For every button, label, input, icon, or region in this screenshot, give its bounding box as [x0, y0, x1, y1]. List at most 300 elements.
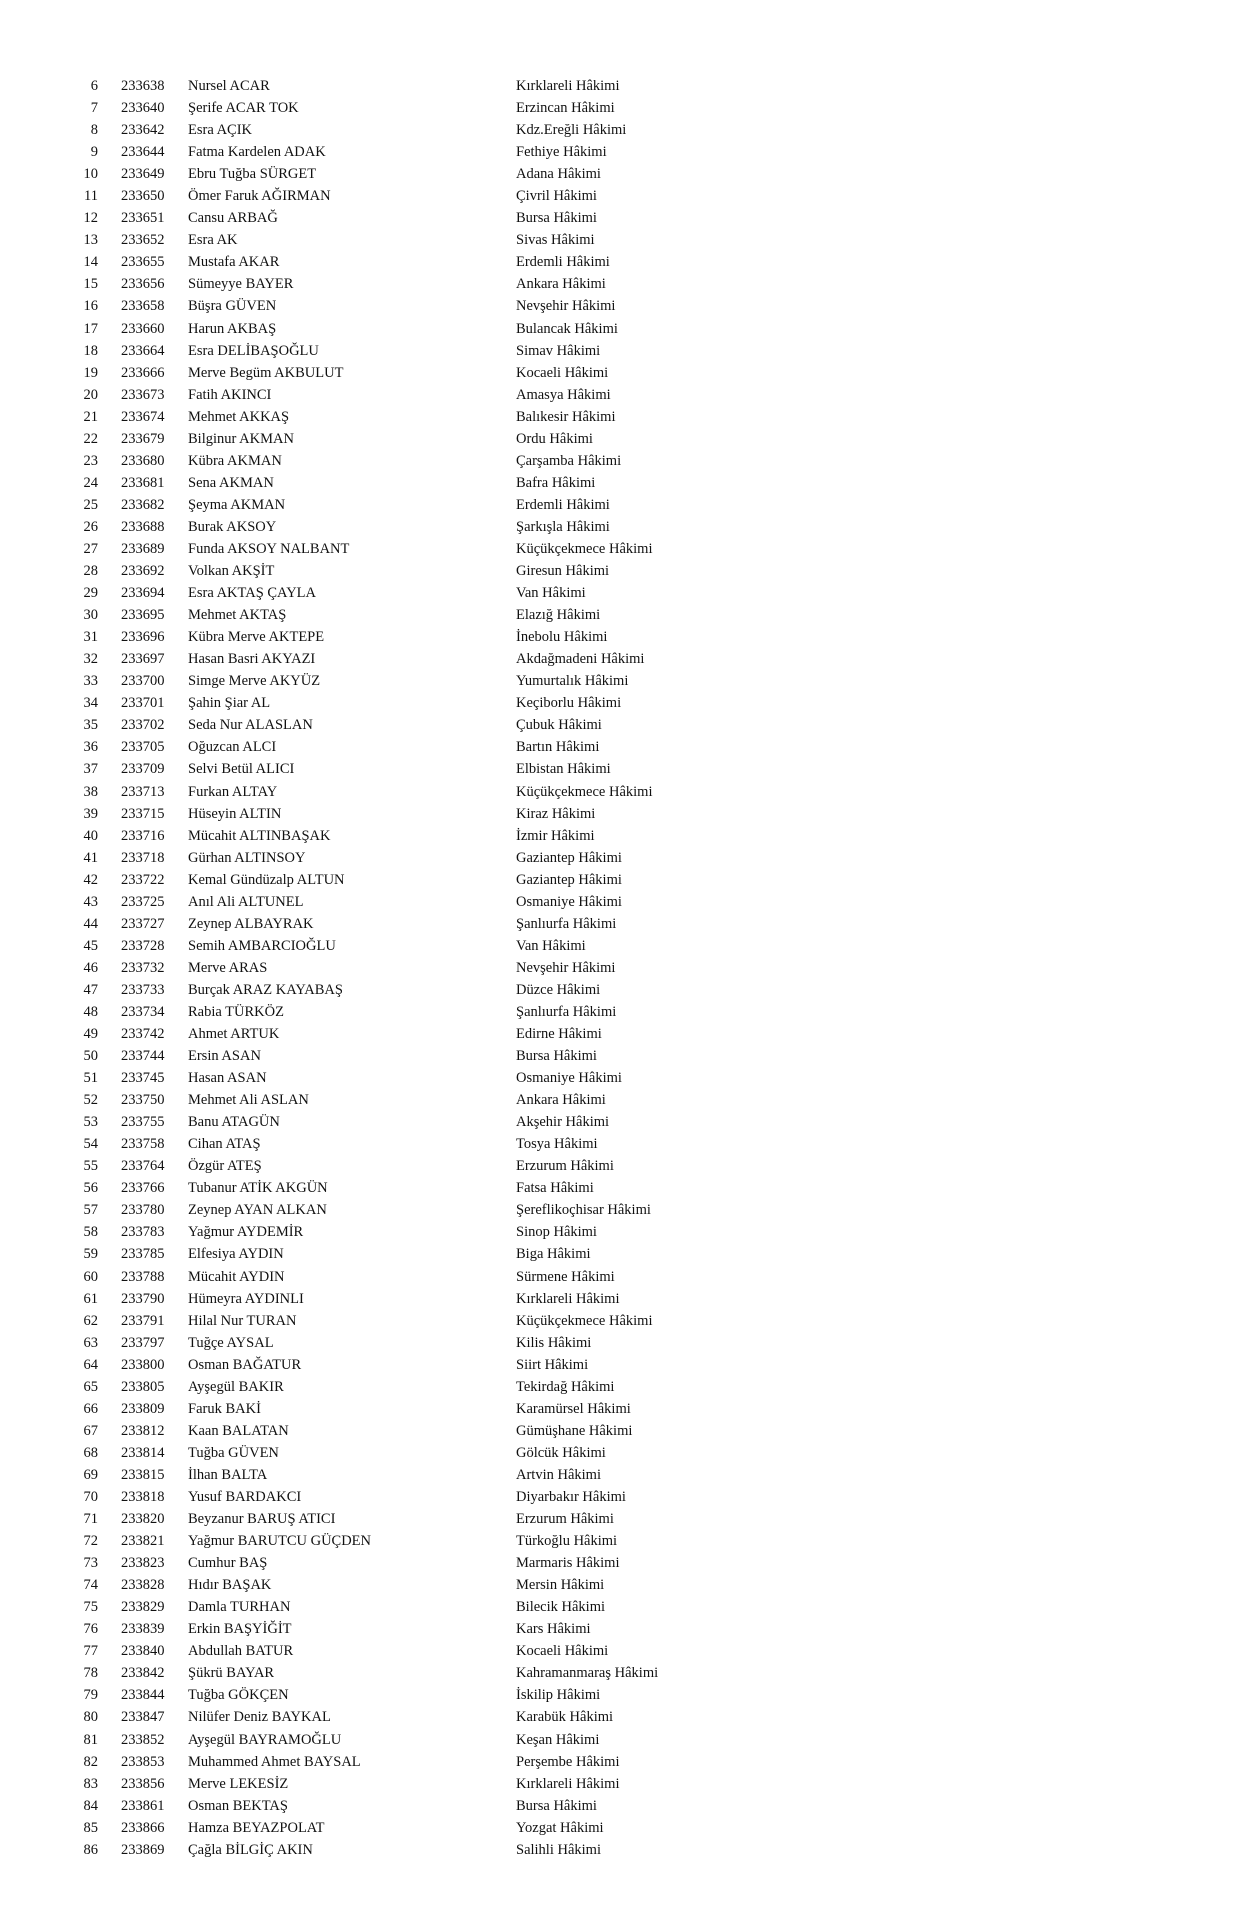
court-assignment: Nevşehir Hâkimi — [516, 298, 616, 315]
person-name: Sümeyye BAYER — [188, 276, 294, 293]
list-item — [0, 1640, 1252, 1662]
court-assignment: Adana Hâkimi — [516, 166, 601, 183]
row-number: 17 — [83, 320, 98, 337]
row-number: 78 — [83, 1665, 98, 1682]
person-name: Yağmur BARUTCU GÜÇDEN — [188, 1533, 372, 1550]
row-number: 21 — [83, 408, 98, 425]
list-item — [0, 1045, 1252, 1067]
list-item — [0, 141, 1252, 163]
row-number: 45 — [83, 937, 98, 954]
row-number: 41 — [83, 849, 98, 866]
registry-number: 233679 — [121, 430, 165, 447]
registry-number: 233785 — [121, 1246, 165, 1263]
person-name: Sena AKMAN — [188, 474, 274, 491]
row-number: 71 — [83, 1511, 98, 1528]
person-name: Esra AK — [188, 232, 238, 249]
court-assignment: Şanlıurfa Hâkimi — [516, 1003, 617, 1020]
list-item — [0, 1552, 1252, 1574]
row-number: 8 — [90, 122, 98, 139]
court-assignment: Balıkesir Hâkimi — [516, 408, 616, 425]
appointment-list — [0, 75, 1252, 1861]
list-item — [0, 1574, 1252, 1596]
list-item — [0, 1177, 1252, 1199]
row-number: 47 — [83, 981, 98, 998]
list-item — [0, 1332, 1252, 1354]
person-name: Esra AÇIK — [188, 122, 253, 139]
list-item — [0, 119, 1252, 141]
row-number: 56 — [83, 1180, 98, 1197]
row-number: 51 — [83, 1070, 98, 1087]
registry-number: 233829 — [121, 1599, 165, 1616]
registry-number: 233866 — [121, 1819, 165, 1836]
registry-number: 233853 — [121, 1753, 165, 1770]
court-assignment: Kırklareli Hâkimi — [516, 1290, 620, 1307]
registry-number: 233649 — [121, 166, 165, 183]
row-number: 61 — [83, 1290, 98, 1307]
list-item — [0, 1729, 1252, 1751]
person-name: Mücahit ALTINBAŞAK — [188, 827, 331, 844]
list-item — [0, 207, 1252, 229]
registry-number: 233734 — [121, 1003, 165, 1020]
person-name: Mehmet Ali ASLAN — [188, 1092, 309, 1109]
registry-number: 233695 — [121, 607, 165, 624]
person-name: Rabia TÜRKÖZ — [188, 1003, 284, 1020]
list-item — [0, 1486, 1252, 1508]
registry-number: 233680 — [121, 452, 165, 469]
registry-number: 233847 — [121, 1709, 165, 1726]
person-name: Mehmet AKKAŞ — [188, 408, 290, 425]
list-item — [0, 1442, 1252, 1464]
list-item — [0, 604, 1252, 626]
court-assignment: Çarşamba Hâkimi — [516, 452, 622, 469]
court-assignment: Osmaniye Hâkimi — [516, 893, 622, 910]
registry-number: 233797 — [121, 1334, 165, 1351]
court-assignment: Mersin Hâkimi — [516, 1577, 605, 1594]
list-item — [0, 1376, 1252, 1398]
registry-number: 233852 — [121, 1731, 165, 1748]
list-item — [0, 1243, 1252, 1265]
court-assignment: Bartın Hâkimi — [516, 739, 600, 756]
registry-number: 233755 — [121, 1114, 165, 1131]
court-assignment: Erzurum Hâkimi — [516, 1511, 614, 1528]
row-number: 34 — [83, 695, 98, 712]
registry-number: 233780 — [121, 1202, 165, 1219]
row-number: 57 — [83, 1202, 98, 1219]
list-item — [0, 692, 1252, 714]
row-number: 40 — [83, 827, 98, 844]
row-number: 53 — [83, 1114, 98, 1131]
registry-number: 233733 — [121, 981, 165, 998]
registry-number: 233650 — [121, 188, 165, 205]
row-number: 65 — [83, 1378, 98, 1395]
registry-number: 233713 — [121, 783, 165, 800]
court-assignment: Osmaniye Hâkimi — [516, 1070, 622, 1087]
row-number: 18 — [83, 342, 98, 359]
row-number: 46 — [83, 959, 98, 976]
row-number: 64 — [83, 1356, 98, 1373]
court-assignment: Karamürsel Hâkimi — [516, 1400, 631, 1417]
row-number: 30 — [83, 607, 98, 624]
court-assignment: Düzce Hâkimi — [516, 981, 601, 998]
list-item — [0, 714, 1252, 736]
court-assignment: Yozgat Hâkimi — [516, 1819, 604, 1836]
person-name: Büşra GÜVEN — [188, 298, 277, 315]
person-name: Tuğba GÜVEN — [188, 1444, 279, 1461]
row-number: 48 — [83, 1003, 98, 1020]
registry-number: 233694 — [121, 585, 165, 602]
person-name: Çağla BİLGİÇ AKIN — [188, 1841, 313, 1858]
row-number: 52 — [83, 1092, 98, 1109]
court-assignment: Akşehir Hâkimi — [516, 1114, 610, 1131]
row-number: 67 — [83, 1422, 98, 1439]
row-number: 39 — [83, 805, 98, 822]
person-name: Mehmet AKTAŞ — [188, 607, 287, 624]
list-item — [0, 295, 1252, 317]
list-item — [0, 273, 1252, 295]
list-item — [0, 781, 1252, 803]
person-name: Merve ARAS — [188, 959, 268, 976]
registry-number: 233805 — [121, 1378, 165, 1395]
row-number: 83 — [83, 1775, 98, 1792]
list-item — [0, 1199, 1252, 1221]
registry-number: 233697 — [121, 651, 165, 668]
person-name: İlhan BALTA — [188, 1466, 268, 1483]
person-name: Osman BAĞATUR — [188, 1356, 302, 1373]
court-assignment: Gaziantep Hâkimi — [516, 871, 622, 888]
court-assignment: İzmir Hâkimi — [516, 827, 595, 844]
person-name: Simge Merve AKYÜZ — [188, 673, 321, 690]
row-number: 29 — [83, 585, 98, 602]
row-number: 35 — [83, 717, 98, 734]
row-number: 16 — [83, 298, 98, 315]
court-assignment: Van Hâkimi — [516, 585, 586, 602]
registry-number: 233744 — [121, 1048, 165, 1065]
person-name: Hümeyra AYDINLI — [188, 1290, 304, 1307]
list-item — [0, 362, 1252, 384]
registry-number: 233658 — [121, 298, 165, 315]
court-assignment: Diyarbakır Hâkimi — [516, 1489, 626, 1505]
court-assignment: Biga Hâkimi — [516, 1246, 591, 1263]
registry-number: 233869 — [121, 1841, 165, 1858]
list-item — [0, 803, 1252, 825]
list-item — [0, 75, 1252, 97]
court-assignment: Sivas Hâkimi — [516, 232, 595, 249]
person-name: Kübra AKMAN — [188, 452, 282, 469]
court-assignment: Bulancak Hâkimi — [516, 320, 618, 337]
registry-number: 233705 — [121, 739, 165, 756]
person-name: Hilal Nur TURAN — [188, 1312, 297, 1329]
person-name: Kübra Merve AKTEPE — [188, 629, 325, 646]
person-name: Ersin ASAN — [188, 1048, 261, 1065]
row-number: 27 — [83, 540, 98, 557]
row-number: 31 — [83, 629, 98, 646]
person-name: Şerife ACAR TOK — [188, 100, 299, 117]
registry-number: 233842 — [121, 1665, 165, 1682]
court-assignment: Fethiye Hâkimi — [516, 144, 607, 161]
person-name: Şükrü BAYAR — [188, 1665, 275, 1682]
row-number: 81 — [83, 1731, 98, 1748]
person-name: Tuğçe AYSAL — [188, 1334, 274, 1351]
list-item — [0, 957, 1252, 979]
row-number: 80 — [83, 1709, 98, 1726]
court-assignment: Kocaeli Hâkimi — [516, 364, 609, 381]
person-name: Mücahit AYDIN — [188, 1268, 285, 1285]
registry-number: 233716 — [121, 827, 165, 844]
person-name: Beyzanur BARUŞ ATICI — [188, 1511, 336, 1528]
person-name: Volkan AKŞİT — [188, 563, 275, 580]
registry-number: 233664 — [121, 342, 165, 359]
person-name: Fatma Kardelen ADAK — [188, 144, 326, 161]
court-assignment: Bursa Hâkimi — [516, 1797, 597, 1814]
registry-number: 233692 — [121, 563, 165, 580]
court-assignment: Şarkışla Hâkimi — [516, 518, 610, 535]
court-assignment: Elbistan Hâkimi — [516, 761, 611, 778]
court-assignment: Edirne Hâkimi — [516, 1026, 602, 1043]
list-item — [0, 560, 1252, 582]
list-item — [0, 825, 1252, 847]
court-assignment: Akdağmadeni Hâkimi — [516, 651, 645, 668]
row-number: 49 — [83, 1026, 98, 1043]
court-assignment: Salihli Hâkimi — [516, 1841, 601, 1858]
court-assignment: Nevşehir Hâkimi — [516, 959, 616, 976]
row-number: 72 — [83, 1533, 98, 1550]
court-assignment: Bursa Hâkimi — [516, 1048, 597, 1065]
registry-number: 233815 — [121, 1466, 165, 1483]
court-assignment: İnebolu Hâkimi — [516, 629, 608, 646]
person-name: Nursel ACAR — [188, 78, 270, 94]
row-number: 77 — [83, 1643, 98, 1660]
court-assignment: Keşan Hâkimi — [516, 1731, 600, 1748]
row-number: 24 — [83, 474, 98, 491]
list-item — [0, 1795, 1252, 1817]
registry-number: 233821 — [121, 1533, 165, 1550]
list-item — [0, 1001, 1252, 1023]
person-name: Hıdır BAŞAK — [188, 1577, 272, 1594]
list-item — [0, 1089, 1252, 1111]
row-number: 42 — [83, 871, 98, 888]
row-number: 38 — [83, 783, 98, 800]
registry-number: 233764 — [121, 1158, 165, 1175]
person-name: Seda Nur ALASLAN — [188, 717, 313, 734]
person-name: Funda AKSOY NALBANT — [188, 540, 350, 557]
person-name: Burçak ARAZ KAYABAŞ — [188, 981, 343, 998]
list-item — [0, 847, 1252, 869]
row-number: 36 — [83, 739, 98, 756]
person-name: Hamza BEYAZPOLAT — [188, 1819, 325, 1836]
court-assignment: Ordu Hâkimi — [516, 430, 593, 447]
row-number: 79 — [83, 1687, 98, 1704]
registry-number: 233828 — [121, 1577, 165, 1594]
person-name: Anıl Ali ALTUNEL — [188, 893, 304, 910]
person-name: Kaan BALATAN — [188, 1422, 289, 1439]
registry-number: 233732 — [121, 959, 165, 976]
person-name: Ebru Tuğba SÜRGET — [188, 166, 317, 183]
registry-number: 233682 — [121, 496, 165, 513]
person-name: Esra AKTAŞ ÇAYLA — [188, 585, 317, 602]
list-item — [0, 979, 1252, 1001]
row-number: 54 — [83, 1136, 98, 1153]
row-number: 10 — [83, 166, 98, 183]
court-assignment: Bilecik Hâkimi — [516, 1599, 605, 1616]
list-item — [0, 1706, 1252, 1728]
person-name: Cansu ARBAĞ — [188, 210, 278, 227]
list-item — [0, 1618, 1252, 1640]
registry-number: 233766 — [121, 1180, 165, 1197]
registry-number: 233673 — [121, 386, 165, 403]
row-number: 6 — [90, 78, 98, 94]
registry-number: 233727 — [121, 915, 165, 932]
person-name: Faruk BAKİ — [188, 1400, 261, 1417]
court-assignment: Giresun Hâkimi — [516, 563, 610, 580]
row-number: 85 — [83, 1819, 98, 1836]
person-name: Bilginur AKMAN — [188, 430, 294, 447]
court-assignment: Gümüşhane Hâkimi — [516, 1422, 633, 1439]
row-number: 37 — [83, 761, 98, 778]
person-name: Yağmur AYDEMİR — [188, 1224, 304, 1241]
court-assignment: Kocaeli Hâkimi — [516, 1643, 609, 1660]
court-assignment: Gaziantep Hâkimi — [516, 849, 622, 866]
person-name: Muhammed Ahmet BAYSAL — [188, 1753, 361, 1770]
person-name: Zeynep AYAN ALKAN — [188, 1202, 327, 1219]
list-item — [0, 869, 1252, 891]
court-assignment: Küçükçekmece Hâkimi — [516, 540, 653, 557]
court-assignment: Erzurum Hâkimi — [516, 1158, 614, 1175]
registry-number: 233651 — [121, 210, 165, 227]
registry-number: 233800 — [121, 1356, 165, 1373]
court-assignment: Çivril Hâkimi — [516, 188, 597, 205]
list-item — [0, 1508, 1252, 1530]
row-number: 33 — [83, 673, 98, 690]
list-item — [0, 251, 1252, 273]
person-name: Furkan ALTAY — [188, 783, 278, 800]
registry-number: 233820 — [121, 1511, 165, 1528]
person-name: Merve LEKESİZ — [188, 1775, 289, 1792]
list-item — [0, 384, 1252, 406]
registry-number: 233742 — [121, 1026, 165, 1043]
court-assignment: Bafra Hâkimi — [516, 474, 596, 491]
row-number: 20 — [83, 386, 98, 403]
row-number: 23 — [83, 452, 98, 469]
row-number: 55 — [83, 1158, 98, 1175]
court-assignment: Tekirdağ Hâkimi — [516, 1378, 615, 1395]
list-item — [0, 318, 1252, 340]
list-item — [0, 1839, 1252, 1861]
list-item — [0, 1398, 1252, 1420]
court-assignment: Türkoğlu Hâkimi — [516, 1533, 618, 1550]
registry-number: 233812 — [121, 1422, 165, 1439]
list-item — [0, 450, 1252, 472]
registry-number: 233818 — [121, 1489, 165, 1505]
person-name: Elfesiya AYDIN — [188, 1246, 284, 1263]
registry-number: 233728 — [121, 937, 165, 954]
registry-number: 233715 — [121, 805, 165, 822]
court-assignment: Küçükçekmece Hâkimi — [516, 783, 653, 800]
list-item — [0, 1155, 1252, 1177]
registry-number: 233750 — [121, 1092, 165, 1109]
court-assignment: Simav Hâkimi — [516, 342, 601, 359]
list-item — [0, 1684, 1252, 1706]
list-item — [0, 1310, 1252, 1332]
court-assignment: Fatsa Hâkimi — [516, 1180, 594, 1197]
list-item — [0, 538, 1252, 560]
registry-number: 233844 — [121, 1687, 165, 1704]
row-number: 68 — [83, 1444, 98, 1461]
row-number: 7 — [90, 100, 98, 117]
row-number: 26 — [83, 518, 98, 535]
court-assignment: Kdz.Ereğli Hâkimi — [516, 122, 627, 139]
registry-number: 233840 — [121, 1643, 165, 1660]
registry-number: 233660 — [121, 320, 165, 337]
person-name: Damla TURHAN — [188, 1599, 291, 1616]
person-name: Ayşegül BAYRAMOĞLU — [188, 1731, 342, 1748]
registry-number: 233644 — [121, 144, 165, 161]
person-name: Semih AMBARCIOĞLU — [188, 937, 336, 954]
registry-number: 233725 — [121, 893, 165, 910]
registry-number: 233638 — [121, 78, 165, 94]
row-number: 19 — [83, 364, 98, 381]
registry-number: 233783 — [121, 1224, 165, 1241]
person-name: Oğuzcan ALCI — [188, 739, 277, 756]
list-item — [0, 185, 1252, 207]
list-item — [0, 1221, 1252, 1243]
court-assignment: Elazığ Hâkimi — [516, 607, 601, 624]
row-number: 25 — [83, 496, 98, 513]
row-number: 13 — [83, 232, 98, 249]
registry-number: 233674 — [121, 408, 165, 425]
court-assignment: İskilip Hâkimi — [516, 1687, 601, 1704]
registry-number: 233642 — [121, 122, 165, 139]
court-assignment: Van Hâkimi — [516, 937, 586, 954]
court-assignment: Marmaris Hâkimi — [516, 1555, 620, 1572]
list-item — [0, 1530, 1252, 1552]
row-number: 15 — [83, 276, 98, 293]
row-number: 63 — [83, 1334, 98, 1351]
court-assignment: Kırklareli Hâkimi — [516, 78, 620, 94]
list-item — [0, 582, 1252, 604]
row-number: 86 — [83, 1841, 98, 1858]
person-name: Şahin Şiar AL — [188, 695, 271, 712]
list-item — [0, 935, 1252, 957]
list-item — [0, 1662, 1252, 1684]
list-item — [0, 1133, 1252, 1155]
person-name: Nilüfer Deniz BAYKAL — [188, 1709, 331, 1726]
registry-number: 233689 — [121, 540, 165, 557]
court-assignment: Sürmene Hâkimi — [516, 1268, 615, 1285]
person-name: Mustafa AKAR — [188, 254, 280, 271]
court-assignment: Bursa Hâkimi — [516, 210, 597, 227]
person-name: Erkin BAŞYİĞİT — [188, 1621, 292, 1638]
list-item — [0, 626, 1252, 648]
court-assignment: Erzincan Hâkimi — [516, 100, 615, 117]
court-assignment: Gölcük Hâkimi — [516, 1444, 606, 1461]
person-name: Ömer Faruk AĞIRMAN — [188, 188, 331, 205]
person-name: Fatih AKINCI — [188, 386, 272, 403]
list-item — [0, 428, 1252, 450]
list-item — [0, 891, 1252, 913]
registry-number: 233790 — [121, 1290, 165, 1307]
registry-number: 233758 — [121, 1136, 165, 1153]
list-item — [0, 758, 1252, 780]
registry-number: 233839 — [121, 1621, 165, 1638]
court-assignment: Siirt Hâkimi — [516, 1356, 589, 1373]
list-item — [0, 1067, 1252, 1089]
list-item — [0, 406, 1252, 428]
person-name: Selvi Betül ALICI — [188, 761, 295, 778]
row-number: 69 — [83, 1466, 98, 1483]
court-assignment: Küçükçekmece Hâkimi — [516, 1312, 653, 1329]
registry-number: 233814 — [121, 1444, 165, 1461]
registry-number: 233788 — [121, 1268, 165, 1285]
